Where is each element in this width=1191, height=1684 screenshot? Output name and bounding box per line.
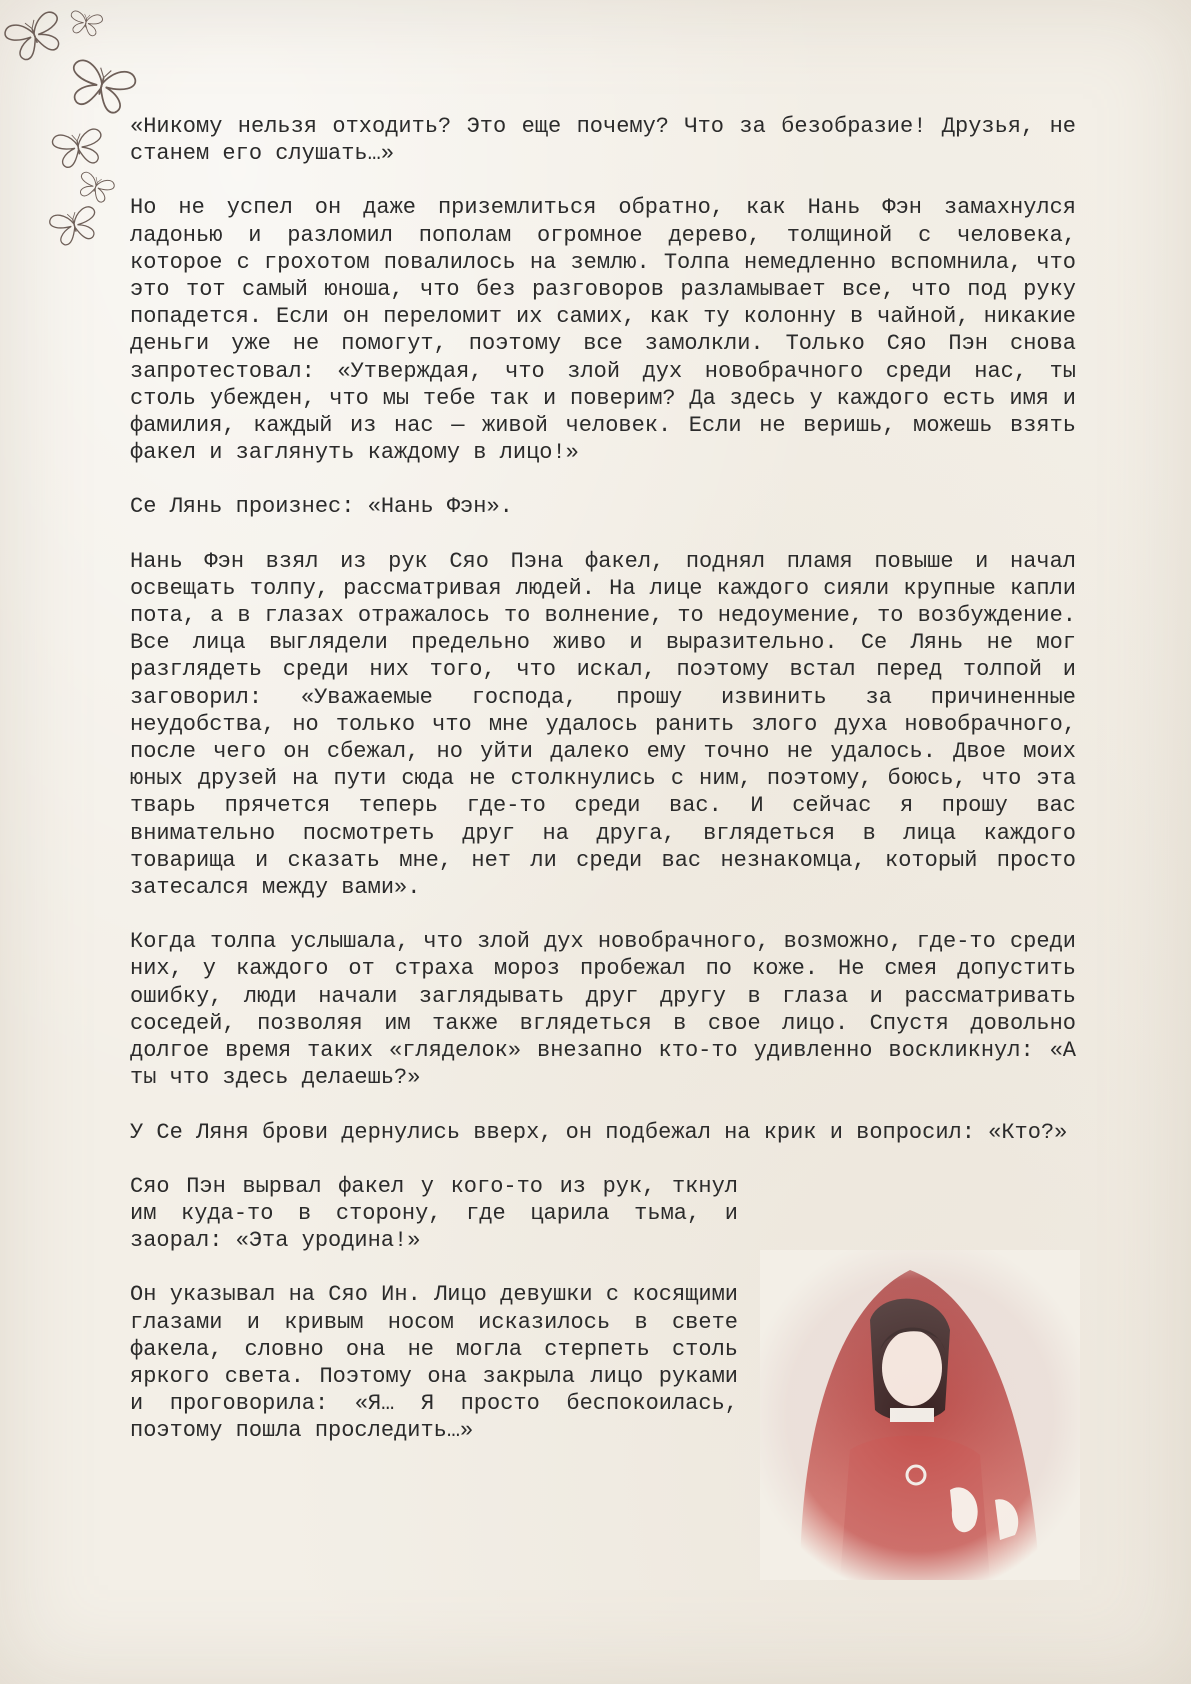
butterfly-icon (51, 128, 105, 169)
butterfly-decoration (0, 0, 150, 260)
red-robed-figure-illustration (760, 1250, 1080, 1580)
butterfly-icon (75, 171, 116, 205)
paragraph: «Никому нельзя отходить? Это еще почему? Что за безобразие! Друзья, не станем его слушать…» (130, 114, 1076, 167)
paragraph: Когда толпа услышала, что злой дух новобрачного, возможно, где-то среди них, у каждого от страха мороз пробежал по коже. Не смея допустить ошибку, люди начали заглядывать друг другу в глаза и рассматривать соседей, позволяя им также вглядеться в свое лицо. Спустя довольно долгое время таких «гляделок» внезапно кто-то удивленно воскликнул: «А ты что здесь делаешь?» (130, 929, 1076, 1091)
butterfly-icon (65, 58, 137, 116)
butterfly-icon (48, 205, 101, 247)
paragraph: Он указывал на Сяо Ин. Лицо девушки с косящими глазами и кривым носом исказилось в свете факела, словно она не могла стерпеть столь яркого света. Поэтому она закрыла лицо руками и проговорила: «Я… Я просто беспокоилась, поэтому пошла проследить…» (130, 1282, 738, 1444)
paragraph: Сяо Пэн вырвал факел у кого-то из рук, ткнул им куда-то в сторону, где царила тьма, и заорал: «Эта уродина!» (130, 1173, 738, 1254)
butterfly-icon (3, 10, 67, 64)
paragraph: Нань Фэн взял из рук Сяо Пэна факел, поднял пламя повыше и начал освещать толпу, рассматривая людей. На лице каждого сияли крупные капли пота, а в глазах отражалось то волнение, то недоумение, то возбуждение. Все лица выглядели предельно живо и выразительно. Се Лянь не мог разглядеть среди них того, что искал, поэтому встал перед толпой и заговорил: «Уважаемые господа, прошу извинить за причиненные неудобства, но только что мне удалось ранить злого духа новобрачного, после чего он сбежал, но уйти далеко ему точно не удалось. Двое моих юных друзей на пути сюда не столкнулись с ним, поэтому, боюсь, что эта тварь прячется теперь где-то среди вас. И сейчас я прошу вас внимательно посмотреть друг на друга, вглядеться в лица каждого товарища и сказать мне, нет ли среди вас незнакомца, который просто затесался между вами». (130, 548, 1076, 901)
paragraph: Но не успел он даже приземлиться обратно, как Нань Фэн замахнулся ладонью и разломил пополам огромное дерево, толщиной с человека, которое с грохотом повалилось на землю. Толпа немедленно вспомнила, что это тот самый юноша, что без разговоров разламывает все, что под руку попадется. Если он переломит их самих, как ту колонну в чайной, никакие деньги уже не помогут, поэтому все замолкли. Только Сяо Пэн снова запротестовал: «Утверждая, что злой дух новобрачного среди нас, ты столь убежден, что мы тебе так и поверим? Да здесь у каждого есть имя и фамилия, каждый из нас — живой человек. Если не веришь, можешь взять факел и заглянуть каждому в лицо!» (130, 195, 1076, 466)
paragraph: Се Лянь произнес: «Нань Фэн». (130, 494, 513, 520)
paragraph: У Се Ляня брови дернулись вверх, он подбежал на крик и вопросил: «Кто?» (130, 1119, 1068, 1145)
butterfly-icon (68, 10, 103, 37)
